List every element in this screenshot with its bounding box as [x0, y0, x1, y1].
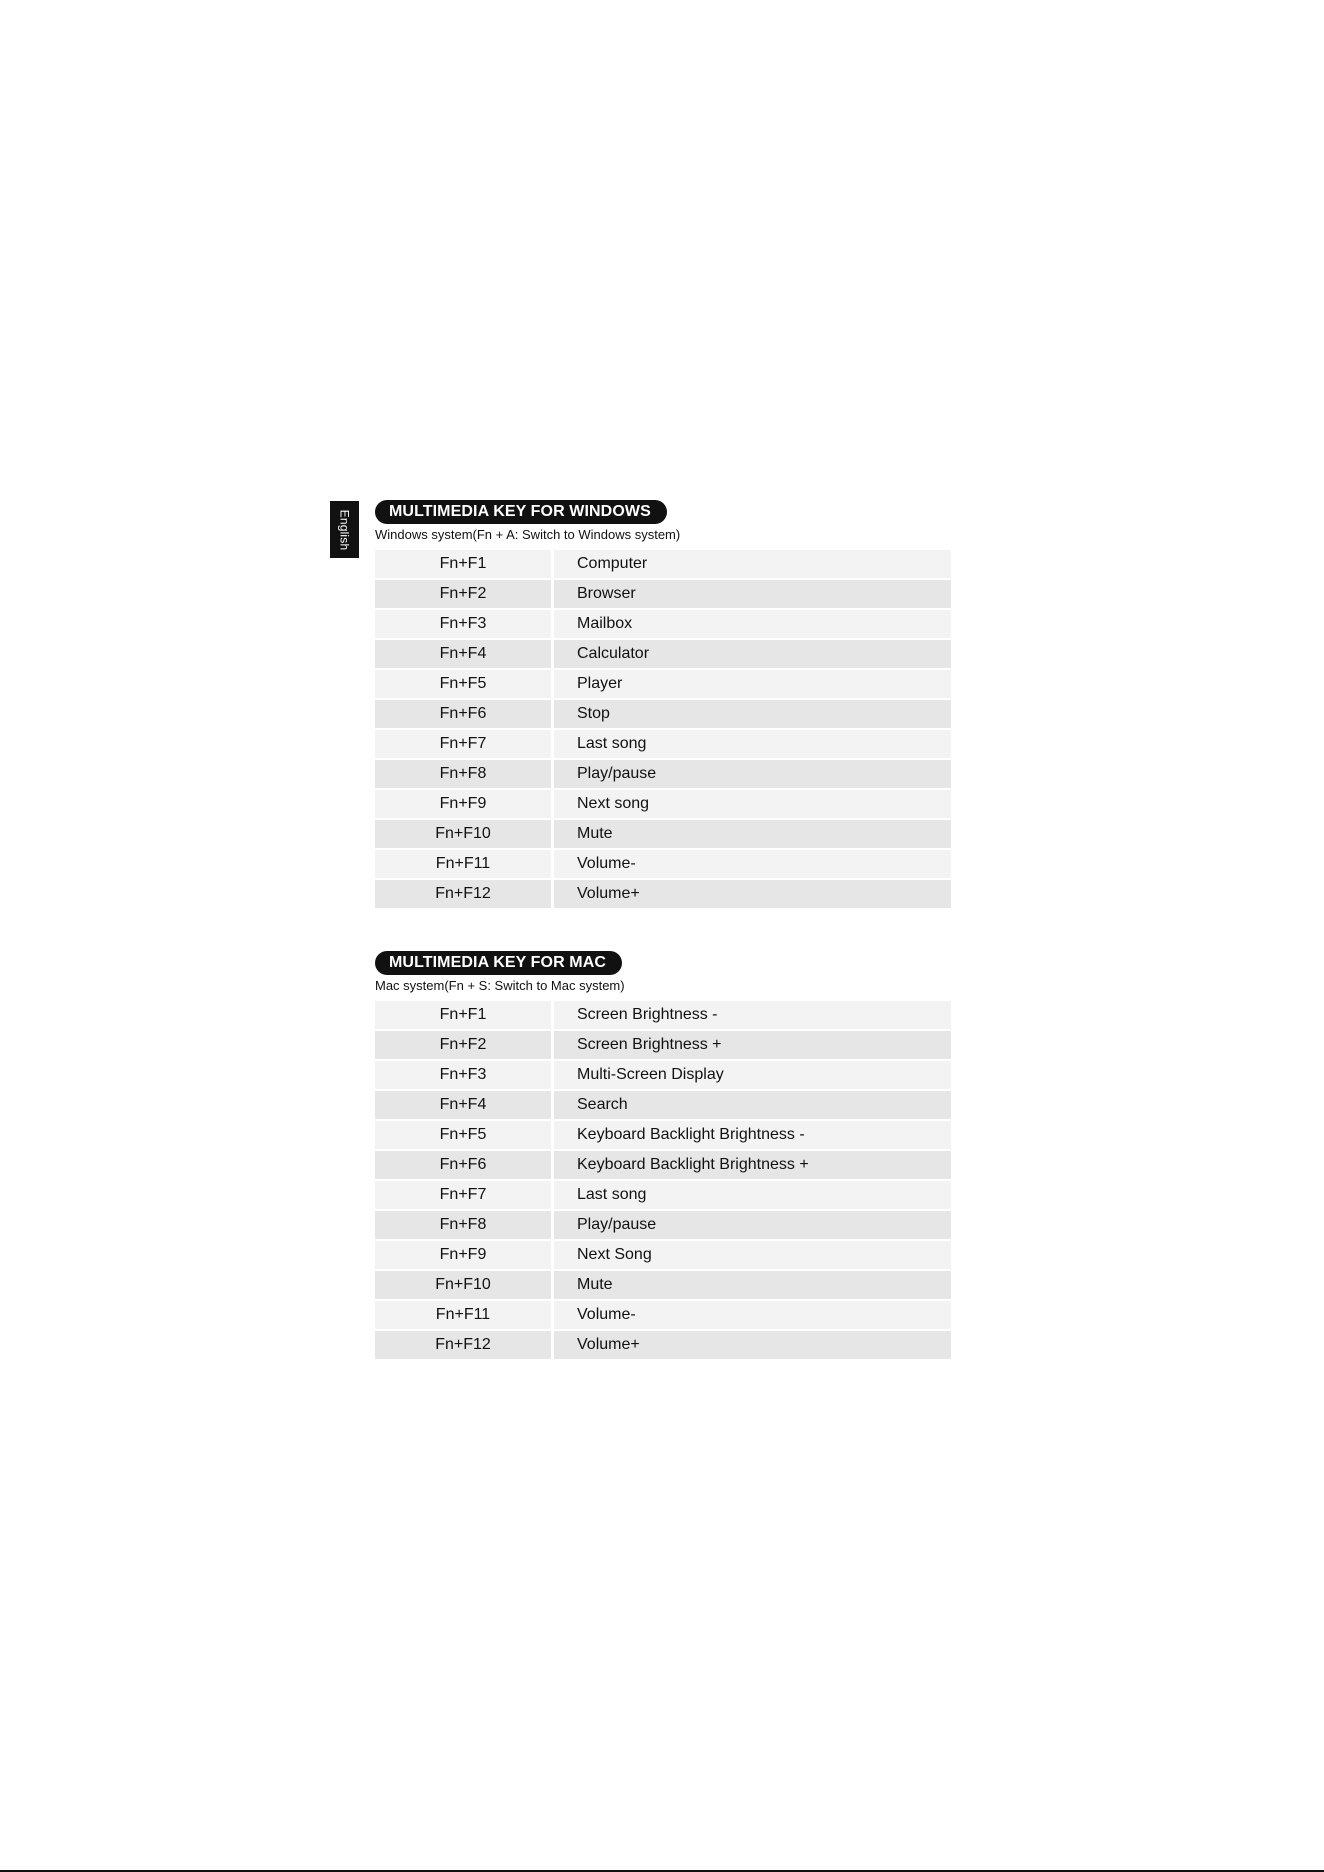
table-row — [375, 1061, 951, 1089]
key-combo-cell: Fn+F10 — [375, 1271, 551, 1299]
key-combo-cell: Fn+F1 — [375, 550, 551, 578]
key-combo-cell: Fn+F1 — [375, 1001, 551, 1029]
function-cell: Last song — [554, 1181, 951, 1209]
table-row — [375, 550, 951, 578]
table-row — [375, 1031, 951, 1059]
table-row — [375, 1301, 951, 1329]
function-cell: Screen Brightness - — [554, 1001, 951, 1029]
key-combo-cell: Fn+F4 — [375, 1091, 551, 1119]
key-combo-cell: Fn+F10 — [375, 820, 551, 848]
key-combo-cell: Fn+F8 — [375, 760, 551, 788]
table-row — [375, 700, 951, 728]
table-row — [375, 1241, 951, 1269]
windows-section-title: MULTIMEDIA KEY FOR WINDOWS — [375, 500, 667, 524]
mac-section-subtitle: Mac system(Fn + S: Switch to Mac system) — [375, 978, 625, 993]
key-combo-cell: Fn+F5 — [375, 1121, 551, 1149]
key-combo-cell: Fn+F8 — [375, 1211, 551, 1239]
key-combo-cell: Fn+F9 — [375, 790, 551, 818]
key-combo-cell: Fn+F4 — [375, 640, 551, 668]
table-row — [375, 730, 951, 758]
mac-key-table — [375, 1001, 951, 1359]
function-cell: Play/pause — [554, 1211, 951, 1239]
key-combo-cell: Fn+F12 — [375, 880, 551, 908]
table-row — [375, 820, 951, 848]
function-cell: Play/pause — [554, 760, 951, 788]
table-row — [375, 640, 951, 668]
function-cell: Computer — [554, 550, 951, 578]
key-combo-cell: Fn+F2 — [375, 580, 551, 608]
table-row — [375, 760, 951, 788]
function-cell: Volume- — [554, 1301, 951, 1329]
function-cell: Player — [554, 670, 951, 698]
key-combo-cell: Fn+F6 — [375, 1151, 551, 1179]
function-cell: Keyboard Backlight Brightness - — [554, 1121, 951, 1149]
table-row — [375, 1271, 951, 1299]
windows-key-table — [375, 550, 951, 908]
function-cell: Calculator — [554, 640, 951, 668]
function-cell: Last song — [554, 730, 951, 758]
key-combo-cell: Fn+F3 — [375, 610, 551, 638]
function-cell: Next song — [554, 790, 951, 818]
table-row — [375, 1181, 951, 1209]
function-cell: Mute — [554, 1271, 951, 1299]
table-row — [375, 1091, 951, 1119]
key-combo-cell: Fn+F2 — [375, 1031, 551, 1059]
function-cell: Keyboard Backlight Brightness + — [554, 1151, 951, 1179]
function-cell: Mute — [554, 820, 951, 848]
table-row — [375, 1211, 951, 1239]
function-cell: Mailbox — [554, 610, 951, 638]
table-row — [375, 1151, 951, 1179]
key-combo-cell: Fn+F11 — [375, 1301, 551, 1329]
function-cell: Stop — [554, 700, 951, 728]
key-combo-cell: Fn+F9 — [375, 1241, 551, 1269]
table-row — [375, 850, 951, 878]
table-row — [375, 1331, 951, 1359]
language-tab-label: English — [337, 509, 352, 550]
function-cell: Next Song — [554, 1241, 951, 1269]
table-row — [375, 670, 951, 698]
function-cell: Browser — [554, 580, 951, 608]
table-row — [375, 880, 951, 908]
key-combo-cell: Fn+F3 — [375, 1061, 551, 1089]
table-row — [375, 580, 951, 608]
table-row — [375, 790, 951, 818]
table-row — [375, 610, 951, 638]
table-row — [375, 1001, 951, 1029]
key-combo-cell: Fn+F11 — [375, 850, 551, 878]
language-tab — [330, 501, 359, 558]
function-cell: Volume+ — [554, 880, 951, 908]
key-combo-cell: Fn+F12 — [375, 1331, 551, 1359]
function-cell: Multi-Screen Display — [554, 1061, 951, 1089]
function-cell: Volume- — [554, 850, 951, 878]
key-combo-cell: Fn+F6 — [375, 700, 551, 728]
mac-section — [375, 951, 951, 1361]
function-cell: Volume+ — [554, 1331, 951, 1359]
windows-section — [375, 500, 951, 910]
function-cell: Screen Brightness + — [554, 1031, 951, 1059]
key-combo-cell: Fn+F7 — [375, 730, 551, 758]
mac-section-title: MULTIMEDIA KEY FOR MAC — [375, 951, 622, 975]
windows-section-subtitle: Windows system(Fn + A: Switch to Windows system) — [375, 527, 681, 542]
key-combo-cell: Fn+F5 — [375, 670, 551, 698]
table-row — [375, 1121, 951, 1149]
function-cell: Search — [554, 1091, 951, 1119]
key-combo-cell: Fn+F7 — [375, 1181, 551, 1209]
